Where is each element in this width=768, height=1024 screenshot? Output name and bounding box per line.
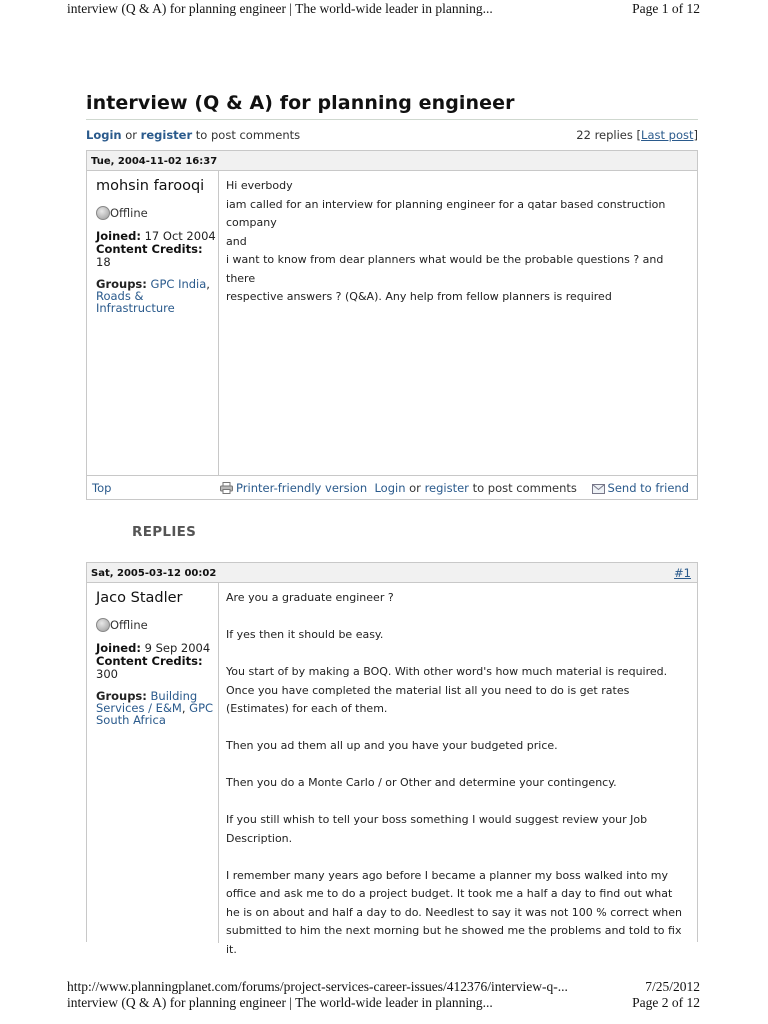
reply-post (86, 562, 698, 956)
post-line: respective answers ? (Q&A). Any help from fellow planners is required (226, 290, 612, 303)
author-name[interactable]: mohsin farooqi (96, 178, 205, 194)
groups-label: Groups: (96, 277, 147, 291)
joined-label: Joined: (96, 229, 141, 243)
title-divider (86, 119, 698, 120)
footer-login-link[interactable]: Login (374, 481, 406, 495)
print-footer-title: interview (Q & A) for planning engineer | The world-wide leader in planning... (67, 995, 493, 1010)
post-line: and (226, 234, 247, 248)
status-text: Offline (110, 618, 148, 632)
post-paragraph: Then you do a Monte Carlo / or Other and determine your contingency. (226, 776, 617, 789)
author-groups: Groups: Building Services / E&M, GPC South Africa (96, 689, 214, 727)
or-text: or (125, 128, 138, 142)
group-link[interactable]: GPC South Africa (96, 701, 214, 727)
footer-post-comments-text: to post comments (472, 481, 577, 495)
print-header-title: interview (Q & A) for planning engineer | The world-wide leader in planning... (67, 1, 493, 16)
offline-status-icon (96, 206, 110, 220)
credits-label: Content Credits: (96, 654, 203, 668)
status-text: Offline (110, 206, 148, 220)
author-info (87, 583, 219, 943)
post-actions (220, 481, 689, 495)
post-content (219, 583, 697, 956)
reply-number-link[interactable]: #1 (674, 566, 691, 580)
post-content (219, 171, 697, 475)
user-status (96, 206, 218, 220)
page-title: interview (Q & A) for planning engineer (86, 92, 515, 114)
author-meta (96, 642, 218, 681)
post-date (87, 563, 697, 583)
envelope-icon[interactable] (592, 484, 605, 494)
top-link[interactable]: Top (92, 481, 112, 495)
last-post-link[interactable]: Last post (641, 128, 694, 142)
send-to-friend-link[interactable]: Send to friend (607, 481, 689, 495)
post-body (87, 171, 697, 475)
footer-register-link[interactable]: register (424, 481, 469, 495)
printer-friendly-link[interactable]: Printer-friendly version (236, 481, 368, 495)
post-paragraph: If you still whish to tell your boss something I would suggest review your Job Description. (226, 813, 648, 845)
post-paragraph: You start of by making a BOQ. With other word's how much material is required. Once you have completed the material list all you need to do is get rates (Estimates) for each of them. (226, 665, 668, 715)
credits-value: 18 (96, 255, 111, 269)
user-status (96, 618, 218, 632)
credits-label: Content Credits: (96, 242, 203, 256)
replies-heading: REPLIES (132, 524, 197, 540)
bracket-close: ] (693, 128, 698, 142)
offline-status-icon (96, 618, 110, 632)
post-date: Tue, 2004-11-02 16:37 (87, 151, 697, 171)
print-footer-page: Page 2 of 12 (632, 995, 700, 1010)
login-link[interactable]: Login (86, 128, 122, 142)
groups-label: Groups: (96, 689, 147, 703)
printer-icon[interactable] (220, 482, 233, 494)
original-post (86, 150, 698, 500)
print-header (67, 1, 700, 17)
post-comments-text: to post comments (195, 128, 301, 142)
print-header-page: Page 1 of 12 (632, 1, 700, 16)
joined-date: 17 Oct 2004 (144, 229, 216, 243)
post-body (87, 583, 697, 956)
top-links-row (86, 128, 698, 142)
print-footer-title-row (67, 995, 700, 1011)
register-link[interactable]: register (140, 128, 193, 142)
group-link[interactable]: GPC India (150, 277, 207, 291)
author-info (87, 171, 219, 475)
author-meta (96, 230, 218, 269)
credits-value: 300 (96, 667, 118, 681)
replies-count: 22 replies (576, 128, 633, 142)
reply-date: Sat, 2005-03-12 00:02 (91, 568, 217, 579)
print-footer-url: http://www.planningplanet.com/forums/project-services-career-issues/412376/interview-q-... (67, 979, 568, 994)
post-paragraph: If yes then it should be easy. (226, 628, 384, 641)
replies-info (576, 128, 698, 142)
bracket-open: [ (636, 128, 642, 142)
post-paragraph: I remember many years ago before I became a planner my boss walked into my office and ask me to do a project budget. It took me a half a day to find out what he is on about and half a day to do. Needlest to say it was not 100 % correct when submitted to him the next morning but he showed me the problems and told to fix it. (226, 868, 682, 956)
post-line: Hi everbody (226, 179, 293, 192)
post-paragraph: Are you a graduate engineer ? (226, 591, 394, 604)
print-footer-date: 7/25/2012 (645, 979, 700, 994)
post-footer (87, 475, 697, 499)
joined-label: Joined: (96, 641, 141, 655)
group-link[interactable]: Roads & Infrastructure (96, 289, 175, 315)
joined-date: 9 Sep 2004 (144, 641, 211, 655)
author-groups: Groups: GPC India, Roads & Infrastructure (96, 277, 210, 315)
post-line: i want to know from dear planners what would be the probable questions ? and there (226, 253, 664, 285)
group-link[interactable]: Building Services / E&M (96, 689, 198, 715)
footer-or-text: or (409, 481, 421, 495)
print-footer-url-row (67, 979, 700, 995)
post-paragraph: Then you ad them all up and you have your budgeted price. (226, 739, 558, 752)
author-name[interactable]: Jaco Stadler (96, 590, 183, 606)
post-line: iam called for an interview for planning engineer for a qatar based construction company (226, 197, 666, 229)
